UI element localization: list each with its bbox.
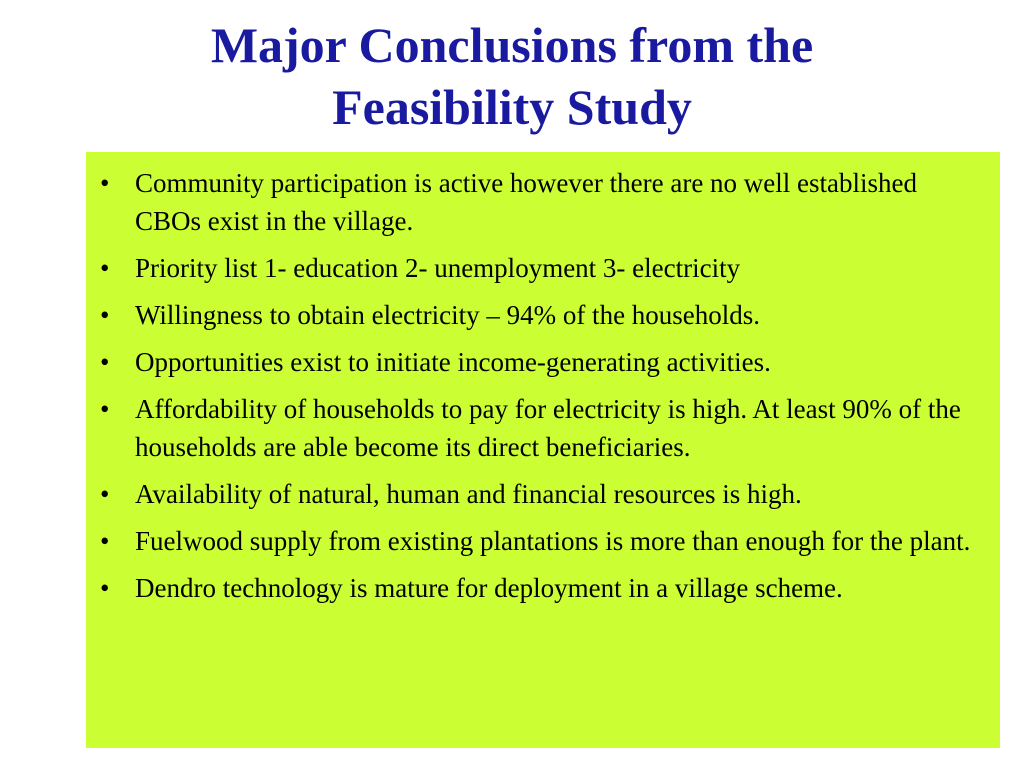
list-item: [100, 249, 982, 287]
list-item: [100, 164, 982, 240]
bullet-icon: •: [100, 479, 110, 509]
bullet-icon: •: [100, 300, 110, 330]
bullet-icon: •: [100, 168, 110, 198]
list-item-text: Availability of natural, human and financial resources is high.: [135, 479, 802, 509]
list-item: [100, 296, 982, 334]
list-item-text: Affordability of households to pay for electricity is high. At least 90% of the households are able become its direct beneficiaries.: [135, 394, 961, 462]
bullet-icon: •: [100, 573, 110, 603]
list-item: [100, 343, 982, 381]
list-item-text: Fuelwood supply from existing plantations is more than enough for the plant.: [135, 526, 971, 556]
list-item-text: Priority list 1- education 2- unemployment 3- electricity: [135, 253, 741, 283]
bullet-icon: •: [100, 347, 110, 377]
conclusions-box: [86, 152, 1000, 748]
list-item-text: Opportunities exist to initiate income-generating activities.: [135, 347, 771, 377]
slide-title-line-1: Major Conclusions from the: [210, 17, 814, 73]
slide-title: [0, 14, 1024, 138]
list-item: [100, 475, 982, 513]
list-item: [100, 390, 982, 466]
list-item: [100, 522, 982, 560]
bullet-icon: •: [100, 253, 110, 283]
slide-title-line-2: Feasibility Study: [332, 79, 692, 135]
list-item-text: Community participation is active however there are no well established CBOs exist in the village.: [135, 168, 918, 236]
list-item-text: Willingness to obtain electricity – 94% of the households.: [135, 300, 761, 330]
conclusions-list: [100, 164, 982, 607]
list-item: [100, 569, 982, 607]
bullet-icon: •: [100, 394, 110, 424]
list-item-text: Dendro technology is mature for deployment in a village scheme.: [135, 573, 843, 603]
bullet-icon: •: [100, 526, 110, 556]
